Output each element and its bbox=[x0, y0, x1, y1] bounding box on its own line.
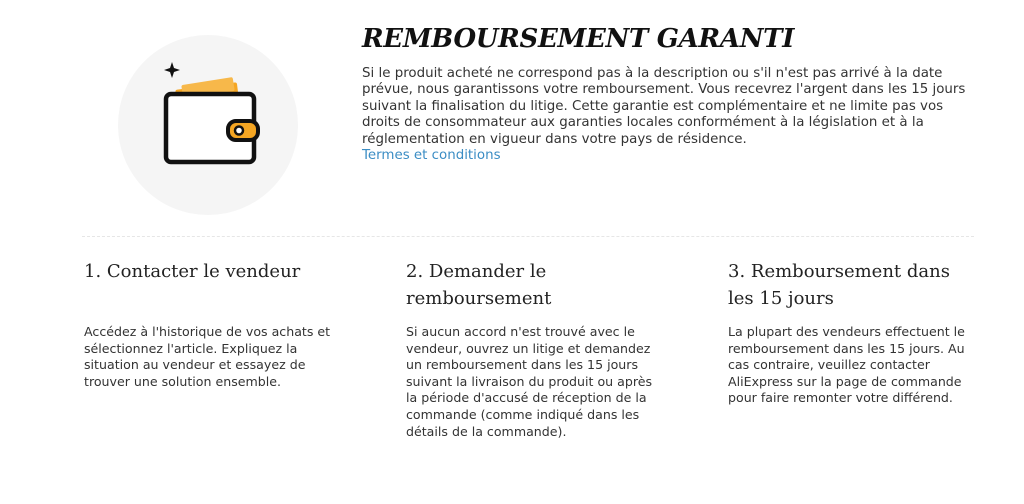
section-divider bbox=[82, 236, 974, 237]
step-title: 1. Contacter le vendeur bbox=[84, 261, 301, 282]
step-contact-seller bbox=[84, 258, 354, 390]
refund-guarantee-section bbox=[0, 0, 1024, 215]
step-title: 3. Remboursement dans les 15 jours bbox=[728, 261, 950, 309]
step-title: 2. Demander le remboursement bbox=[406, 261, 552, 309]
step-description: La plupart des vendeurs effectuent le remboursement dans les 15 jours. Au cas contraire, veuillez contacter AliExpress sur la page de commande pour faire remonter votre différend. bbox=[728, 324, 965, 406]
page-title: REMBOURSEMENT GARANTI bbox=[362, 24, 795, 54]
guarantee-description: Si le produit acheté ne correspond pas à la description ou s'il n'est pas arrivé à la date prévue, nous garantissons votre remboursement. Vous recevrez l'argent dans les 15 jours suivant la finalisation du litige. Cette garantie est complémentaire et ne limite pas vos droits de consommateur aux garanties locales conformément à la législation et à la réglementation en vigueur dans votre pays de résidence. bbox=[362, 66, 966, 147]
step-request-refund bbox=[406, 258, 656, 440]
hero-text-block bbox=[362, 22, 982, 164]
step-description: Accédez à l'historique de vos achats et sélectionnez l'article. Expliquez la situation au vendeur et essayez de trouver une solution ensemble. bbox=[84, 324, 331, 389]
step-description: Si aucun accord n'est trouvé avec le vendeur, ouvrez un litige et demandez un remboursement dans les 15 jours suivant la livraison du produit ou après la période d'accusé de réception de la commande (comme indiqué dans les détails de la commande). bbox=[406, 324, 653, 439]
step-refund-15-days bbox=[728, 258, 978, 407]
terms-and-conditions-link[interactable]: Termes et conditions bbox=[362, 148, 501, 164]
wallet-icon bbox=[160, 60, 270, 170]
